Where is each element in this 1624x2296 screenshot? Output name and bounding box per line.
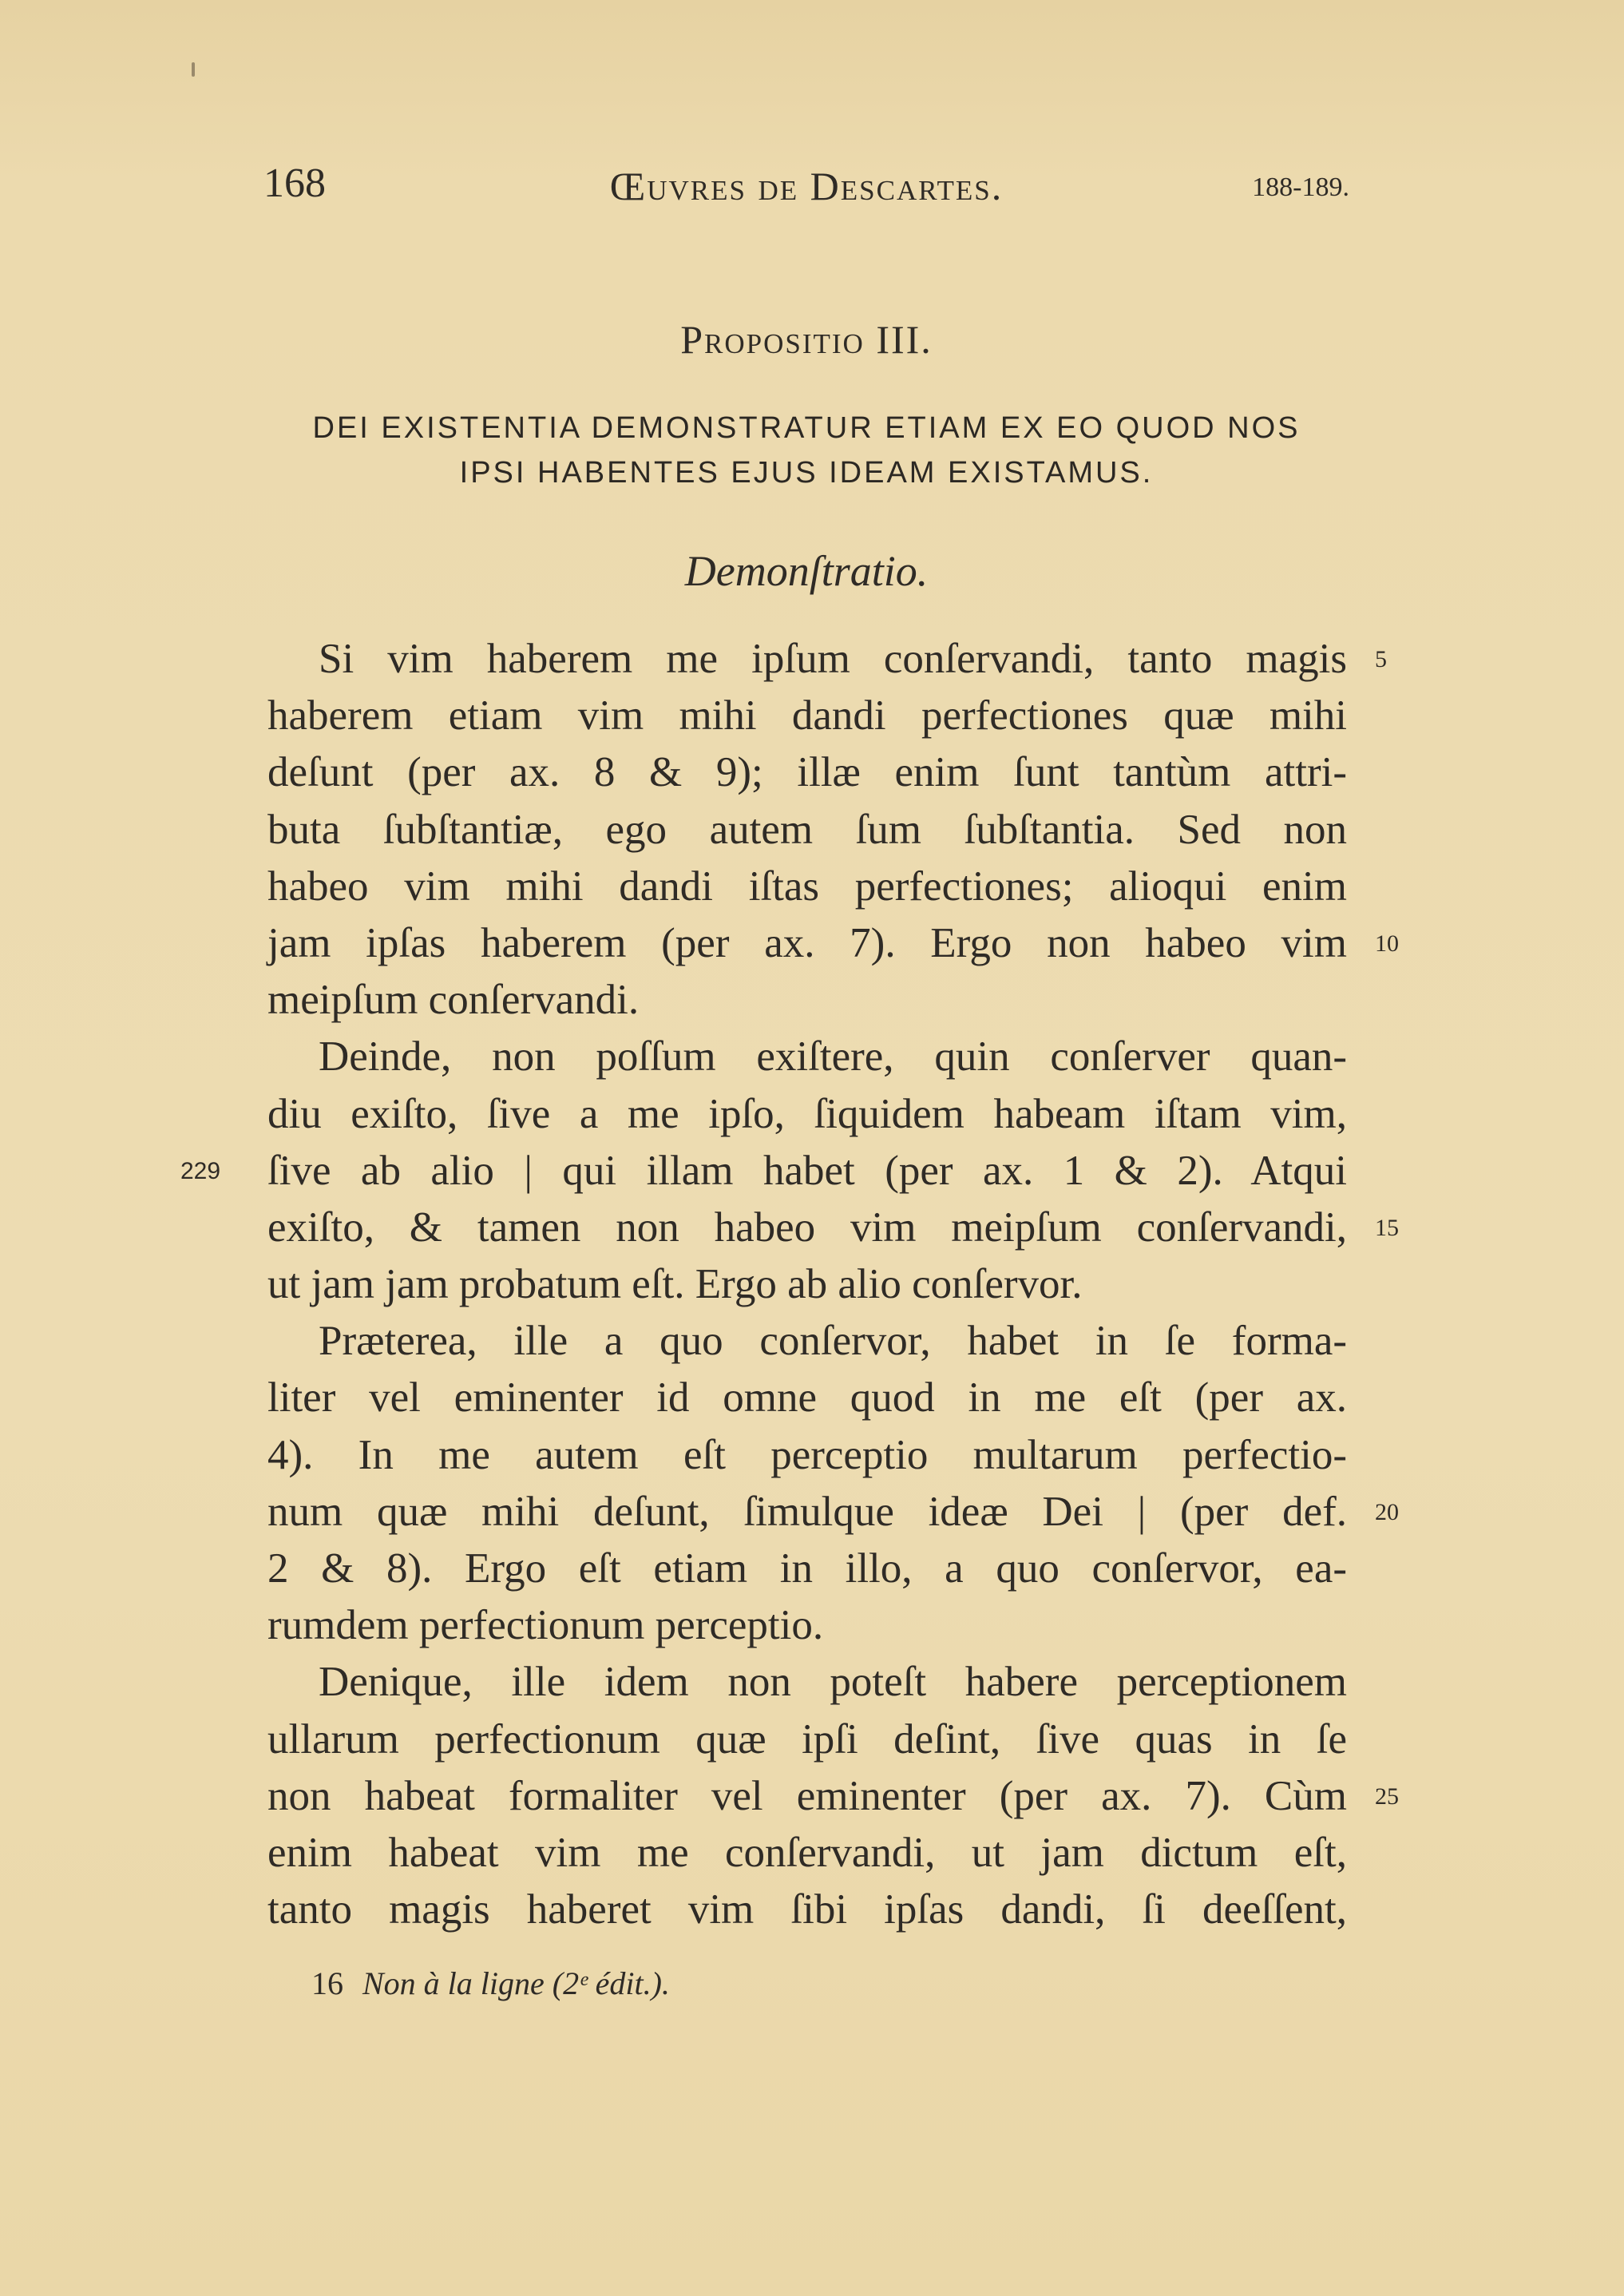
text-line: Præterea, ille a quo conſervor, habet in ſe forma- (319, 1318, 1347, 1365)
proposition-title: Propositio III. (680, 317, 933, 362)
text-line: 4). In me autem eſt perceptio multarum perfectio- (267, 1431, 1347, 1478)
text-line: num quæ mihi deſunt, ſimulque ideæ Dei | (per def. (267, 1488, 1347, 1535)
subtitle-line: DEI EXISTENTIA DEMONSTRATUR ETIAM EX EO QUOD NOS (312, 411, 1301, 445)
text-line: ſive ab alio | qui illam habet (per ax. 1 & 2). Atqui (267, 1147, 1347, 1194)
text-line: Si vim haberem me ipſum conſervandi, tanto magis (319, 636, 1347, 682)
folio-range: 188-189. (1252, 172, 1349, 202)
body-text (267, 631, 1347, 1938)
text-line: haberem etiam vim mihi dandi perfectiones quæ mihi (267, 692, 1347, 740)
page-header (263, 160, 1349, 216)
text-line: ullarum perfectionum quæ ipſi deſint, ſive quas in ſe (267, 1715, 1347, 1763)
text-line: diu exiſto, ſive a me ipſo, ſiquidem habeam iſtam vim, (267, 1090, 1347, 1137)
line-number: 25 (1375, 1783, 1399, 1810)
text-line: enim habeat vim me conſervandi, ut jam dictum eſt, (267, 1829, 1347, 1876)
line-number: 10 (1375, 930, 1399, 957)
running-title: Œuvres de Descartes. (609, 164, 1004, 208)
page-number: 168 (263, 161, 326, 206)
line-number: 20 (1375, 1499, 1399, 1525)
text-line: ut jam jam probatum eſt. Ergo ab alio conſervor. (267, 1261, 1083, 1308)
text-line: liter vel eminenter id omne quod in me eſt (per ax. (267, 1374, 1347, 1422)
subtitle-line: IPSI HABENTES EJUS IDEAM EXISTAMUS. (459, 456, 1154, 490)
footnote (311, 1965, 670, 2002)
proposition-subtitle (263, 406, 1349, 495)
text-line: non habeat formaliter vel eminenter (per ax. 7). Cùm (267, 1772, 1347, 1819)
text-line: Denique, ille idem non poteſt habere perceptionem (319, 1659, 1347, 1706)
text-line: meipſum conſervandi. (267, 977, 640, 1024)
line-number: 5 (1375, 646, 1387, 672)
margin-page-reference: 229 (180, 1158, 221, 1184)
footnote-text: Non à la ligne (2ᵉ édit.). (362, 1965, 670, 2001)
line-number: 15 (1375, 1215, 1399, 1241)
text-line: Deinde, non poſſum exiſtere, quin conſerver quan- (319, 1033, 1347, 1081)
text-line: jam ipſas haberem (per ax. 7). Ergo non habeo vim (267, 919, 1347, 966)
text-line: 2 & 8). Ergo eſt etiam in illo, a quo conſervor, ea- (267, 1545, 1347, 1592)
text-line: rumdem perfectionum perceptio. (267, 1602, 824, 1649)
demonstration-heading: Demonſtratio. (684, 547, 929, 595)
text-line: tanto magis haberet vim ſibi ipſas dandi, ſi deeſſent, (267, 1886, 1347, 1933)
scan-speck (192, 62, 195, 77)
text-line: exiſto, & tamen non habeo vim meipſum conſervandi, (267, 1204, 1347, 1251)
text-line: deſunt (per ax. 8 & 9); illæ enim ſunt tantùm attri- (267, 749, 1347, 796)
text-line: habeo vim mihi dandi iſtas perfectiones; alioqui enim (267, 862, 1347, 910)
footnote-number: 16 (311, 1965, 343, 2001)
text-line: buta ſubſtantiæ, ego autem ſum ſubſtantia. Sed non (267, 806, 1347, 853)
